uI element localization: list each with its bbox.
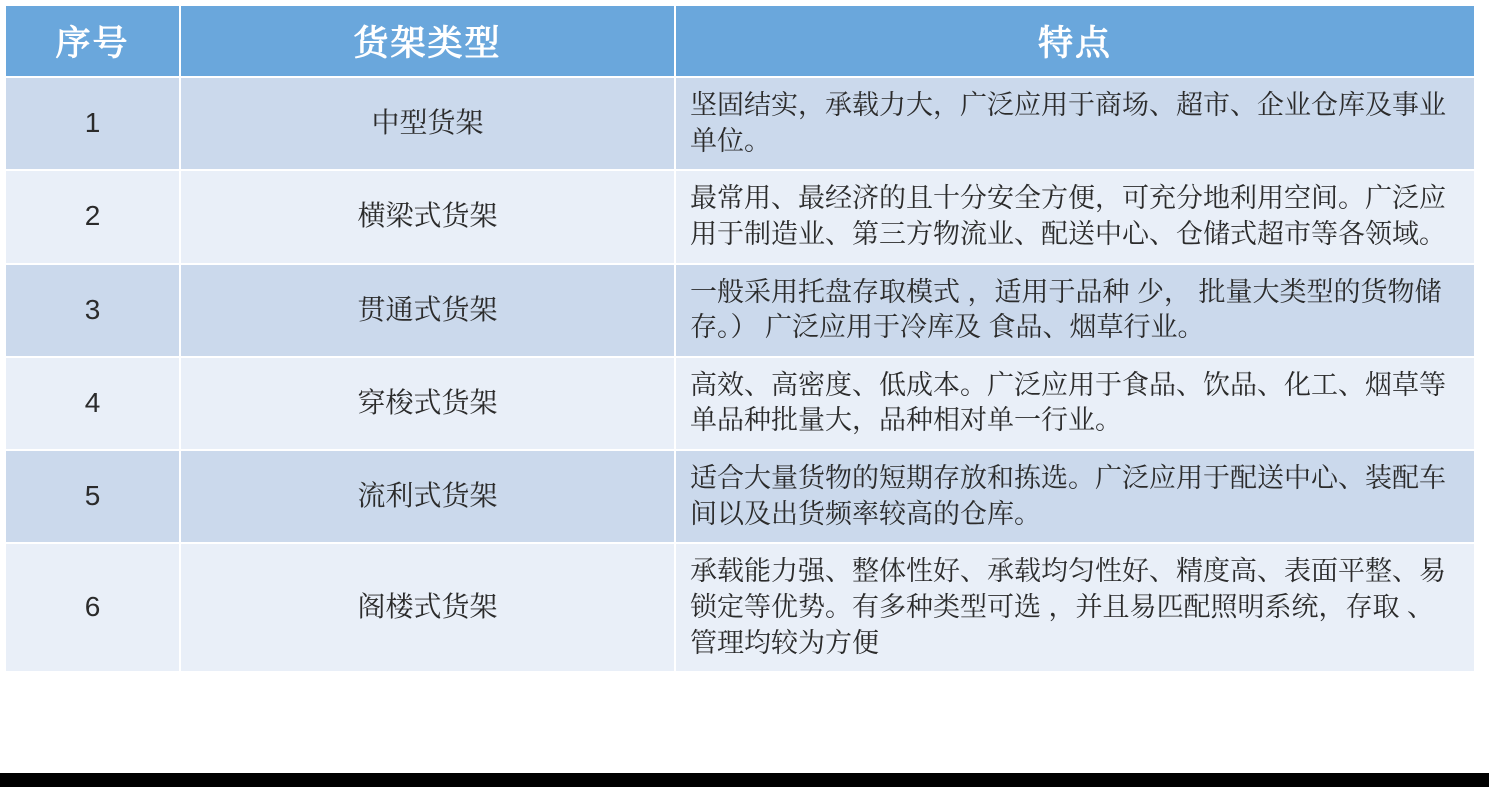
table-row [5, 543, 1475, 672]
table-row [5, 450, 1475, 543]
table-body [5, 77, 1475, 672]
left-edge-margin [0, 0, 4, 773]
cell-index: 1 [5, 77, 180, 170]
cell-feature: 承载能力强、整体性好、承载均匀性好、精度高、表面平整、易锁定等优势。有多种类型可选 ，并且易匹配照明系统，存取 、管理均较为方便 [675, 543, 1475, 672]
table-header-row [5, 5, 1475, 77]
cell-feature: 坚固结实，承载力大，广泛应用于商场、超市、企业仓库及事业单位。 [675, 77, 1475, 170]
table-row [5, 357, 1475, 450]
cell-feature: 最常用、最经济的且十分安全方便，可充分地利用空间。广泛应用于制造业、第三方物流业、配送中心、仓储式超市等各领域。 [675, 170, 1475, 263]
cell-feature: 高效、高密度、低成本。广泛应用于食品、饮品、化工、烟草等单品种批量大，品种相对单一行业。 [675, 357, 1475, 450]
cell-type: 阁楼式货架 [180, 543, 675, 672]
cell-type: 横梁式货架 [180, 170, 675, 263]
column-header-index: 序号 [5, 5, 180, 77]
cell-index: 3 [5, 264, 180, 357]
cell-index: 2 [5, 170, 180, 263]
cell-type: 流利式货架 [180, 450, 675, 543]
table-row [5, 170, 1475, 263]
cell-type: 中型货架 [180, 77, 675, 170]
table-row [5, 77, 1475, 170]
column-header-type: 货架类型 [180, 5, 675, 77]
cell-feature: 适合大量货物的短期存放和拣选。广泛应用于配送中心、装配车间以及出货频率较高的仓库。 [675, 450, 1475, 543]
table-row [5, 264, 1475, 357]
column-header-feature: 特点 [675, 5, 1475, 77]
table-header [5, 5, 1475, 77]
shelf-type-table [4, 4, 1476, 673]
cell-index: 6 [5, 543, 180, 672]
bottom-black-bar [0, 773, 1489, 787]
cell-feature: 一般采用托盘存取模式 ，适用于品种 少， 批量大类型的货物储存。） 广泛应用于冷库及 食品、烟草行业。 [675, 264, 1475, 357]
cell-index: 5 [5, 450, 180, 543]
cell-index: 4 [5, 357, 180, 450]
cell-type: 贯通式货架 [180, 264, 675, 357]
cell-type: 穿梭式货架 [180, 357, 675, 450]
